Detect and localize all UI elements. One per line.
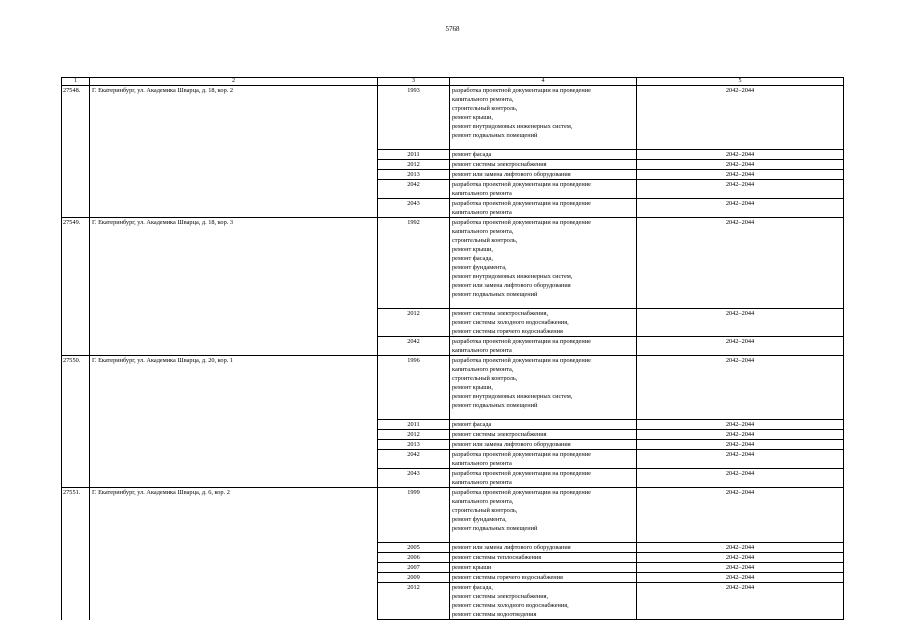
table-row: [62, 170, 844, 180]
record-number-continuation: [62, 440, 90, 450]
table-row: [62, 309, 844, 337]
planned-period: 2042–2044: [637, 563, 844, 573]
record-number-continuation: [62, 199, 90, 218]
repair-work-item: капитального ремонта: [452, 347, 512, 354]
repair-work-item: ремонт системы теплоснабжения: [452, 554, 542, 561]
repair-work-item: ремонт подвальных помещений: [452, 402, 538, 409]
table-row: [62, 583, 844, 620]
planned-period: 2042–2044: [637, 488, 844, 543]
repair-work-item: строительный контроль,: [452, 105, 518, 112]
repair-work-item: ремонт фасада,: [452, 255, 493, 262]
page-number: 5768: [445, 25, 460, 33]
repair-work-item: ремонт фундамента,: [452, 516, 507, 523]
repair-work-item: ремонт подвальных помещений: [452, 291, 538, 298]
building-address-continuation: [90, 180, 378, 199]
repair-work-item: ремонт или замена лифтового оборудования: [452, 441, 571, 448]
construction-year: 2009: [378, 573, 450, 583]
repair-works: [450, 430, 637, 440]
building-address-continuation: [90, 450, 378, 469]
table-row: [62, 180, 844, 199]
repair-work-item: капитального ремонта: [452, 479, 512, 486]
column-number-row: [62, 78, 844, 86]
building-address: Г. Екатеринбург, ул. Академика Шварца, д. 6, кор. 2: [90, 488, 378, 543]
record-number-continuation: [62, 170, 90, 180]
table-row: [62, 488, 844, 543]
record-number-continuation: [62, 450, 90, 469]
repair-works: [450, 170, 637, 180]
planned-period: 2042–2044: [637, 309, 844, 337]
repair-work-item: ремонт системы водоотведения: [452, 611, 537, 618]
record-number-continuation: [62, 420, 90, 430]
building-address-continuation: [90, 199, 378, 218]
building-address-continuation: [90, 563, 378, 573]
repair-work-item: ремонт системы электроснабжения: [452, 431, 547, 438]
table-row: [62, 420, 844, 430]
building-address-continuation: [90, 420, 378, 430]
construction-year: 2012: [378, 430, 450, 440]
record-number-continuation: [62, 563, 90, 573]
repair-work-item: ремонт крыши,: [452, 246, 494, 253]
repair-work-item: ремонт крыши,: [452, 384, 494, 391]
construction-year: 2012: [378, 160, 450, 170]
table-row: [62, 553, 844, 563]
repair-works: [450, 86, 637, 150]
table-row: [62, 356, 844, 420]
table-row: [62, 430, 844, 440]
planned-period: 2042–2044: [637, 180, 844, 199]
repair-work-item: [452, 140, 634, 149]
repair-works: [450, 563, 637, 573]
repair-work-item: разработка проектной документации на проведение: [452, 470, 591, 477]
record-number: 27549.: [62, 218, 90, 309]
repair-work-item: капитального ремонта,: [452, 366, 514, 373]
planned-period: 2042–2044: [637, 450, 844, 469]
construction-year: 1999: [378, 488, 450, 543]
repair-work-item: разработка проектной документации на проведение: [452, 489, 591, 496]
repair-work-item: разработка проектной документации на проведение: [452, 451, 591, 458]
repair-work-item: капитального ремонта: [452, 190, 512, 197]
capital-repair-table: [61, 77, 844, 620]
record-number-continuation: [62, 553, 90, 563]
construction-year: 2005: [378, 543, 450, 553]
repair-works: [450, 420, 637, 430]
planned-period: 2042–2044: [637, 160, 844, 170]
construction-year: 2007: [378, 563, 450, 573]
construction-year: 2006: [378, 553, 450, 563]
building-address-continuation: [90, 583, 378, 620]
record-number-continuation: [62, 573, 90, 583]
table-row: [62, 450, 844, 469]
column-header: 1: [62, 78, 90, 86]
repair-works: [450, 573, 637, 583]
repair-work-item: ремонт фасада: [452, 421, 492, 428]
building-address: Г. Екатеринбург, ул. Академика Шварца, д. 18, кор. 3: [90, 218, 378, 309]
repair-work-item: [452, 299, 634, 308]
table-row: [62, 563, 844, 573]
repair-work-item: ремонт или замена лифтового оборудования: [452, 171, 571, 178]
table-row: [62, 199, 844, 218]
construction-year: 2011: [378, 150, 450, 160]
repair-work-item: разработка проектной документации на проведение: [452, 357, 591, 364]
planned-period: 2042–2044: [637, 86, 844, 150]
repair-work-item: разработка проектной документации на проведение: [452, 181, 591, 188]
repair-works: [450, 543, 637, 553]
building-address-continuation: [90, 309, 378, 337]
construction-year: 2013: [378, 170, 450, 180]
repair-works: [450, 440, 637, 450]
record-number-continuation: [62, 543, 90, 553]
building-address-continuation: [90, 170, 378, 180]
repair-work-item: ремонт подвальных помещений: [452, 132, 538, 139]
planned-period: 2042–2044: [637, 170, 844, 180]
record-number-continuation: [62, 430, 90, 440]
building-address-continuation: [90, 150, 378, 160]
construction-year: 1996: [378, 356, 450, 420]
repair-work-item: ремонт или замена лифтового оборудования: [452, 544, 571, 551]
construction-year: 2011: [378, 420, 450, 430]
repair-work-item: строительный контроль,: [452, 237, 518, 244]
repair-work-item: строительный контроль,: [452, 375, 518, 382]
repair-work-item: ремонт или замена лифтового оборудования: [452, 282, 571, 289]
repair-works: [450, 469, 637, 488]
planned-period: 2042–2044: [637, 337, 844, 356]
table-row: [62, 160, 844, 170]
repair-work-item: капитального ремонта,: [452, 228, 514, 235]
building-address-continuation: [90, 573, 378, 583]
repair-work-item: ремонт системы электроснабжения: [452, 161, 547, 168]
repair-work-item: ремонт системы холодного водоснабжения,: [452, 319, 569, 326]
repair-work-item: ремонт системы горячего водоснабжения: [452, 328, 563, 335]
record-number: 27550.: [62, 356, 90, 420]
table-row: [62, 573, 844, 583]
construction-year: 2043: [378, 199, 450, 218]
repair-works: [450, 180, 637, 199]
repair-work-item: ремонт внутридомовых инженерных систем,: [452, 123, 573, 130]
planned-period: 2042–2044: [637, 573, 844, 583]
column-header: 4: [450, 78, 637, 86]
planned-period: 2042–2044: [637, 218, 844, 309]
construction-year: 2043: [378, 469, 450, 488]
repair-works: [450, 488, 637, 543]
repair-works: [450, 150, 637, 160]
planned-period: 2042–2044: [637, 583, 844, 620]
planned-period: 2042–2044: [637, 430, 844, 440]
repair-work-item: капитального ремонта,: [452, 498, 514, 505]
repair-work-item: [452, 533, 634, 542]
construction-year: 2012: [378, 583, 450, 620]
repair-work-item: ремонт системы горячего водоснабжения: [452, 574, 563, 581]
table-row: [62, 440, 844, 450]
building-address-continuation: [90, 430, 378, 440]
construction-year: 2042: [378, 180, 450, 199]
repair-work-item: ремонт внутридомовых инженерных систем,: [452, 273, 573, 280]
construction-year: 2042: [378, 450, 450, 469]
repair-work-item: разработка проектной документации на проведение: [452, 219, 591, 226]
building-address-continuation: [90, 160, 378, 170]
record-number-continuation: [62, 583, 90, 620]
table-row: [62, 337, 844, 356]
repair-works: [450, 160, 637, 170]
table-body: [62, 86, 844, 620]
record-number-continuation: [62, 150, 90, 160]
repair-work-item: ремонт системы холодного водоснабжения,: [452, 602, 569, 609]
building-address-continuation: [90, 553, 378, 563]
repair-works: [450, 553, 637, 563]
repair-work-item: ремонт крыши: [452, 564, 492, 571]
building-address-continuation: [90, 543, 378, 553]
record-number: 27548.: [62, 86, 90, 150]
record-number: 27551.: [62, 488, 90, 543]
repair-work-item: разработка проектной документации на проведение: [452, 87, 591, 94]
repair-works: [450, 450, 637, 469]
repair-work-item: ремонт фасада: [452, 151, 492, 158]
repair-work-item: разработка проектной документации на проведение: [452, 200, 591, 207]
record-number-continuation: [62, 180, 90, 199]
table-row: [62, 218, 844, 309]
construction-year: 2013: [378, 440, 450, 450]
repair-work-item: капитального ремонта: [452, 460, 512, 467]
column-header: 2: [90, 78, 378, 86]
planned-period: 2042–2044: [637, 440, 844, 450]
repair-works: [450, 218, 637, 309]
repair-works: [450, 583, 637, 620]
table-row: [62, 469, 844, 488]
planned-period: 2042–2044: [637, 199, 844, 218]
table-row: [62, 543, 844, 553]
planned-period: 2042–2044: [637, 553, 844, 563]
repair-works: [450, 356, 637, 420]
column-header: 5: [637, 78, 844, 86]
repair-work-item: разработка проектной документации на проведение: [452, 338, 591, 345]
building-address: Г. Екатеринбург, ул. Академика Шварца, д. 20, кор. 1: [90, 356, 378, 420]
repair-work-item: ремонт крыши,: [452, 114, 494, 121]
planned-period: 2042–2044: [637, 150, 844, 160]
repair-work-item: ремонт фундамента,: [452, 264, 507, 271]
planned-period: 2042–2044: [637, 420, 844, 430]
planned-period: 2042–2044: [637, 356, 844, 420]
repair-work-item: ремонт системы электроснабжения,: [452, 593, 549, 600]
repair-works: [450, 199, 637, 218]
record-number-continuation: [62, 337, 90, 356]
repair-work-item: ремонт фасада,: [452, 584, 493, 591]
construction-year: 2042: [378, 337, 450, 356]
building-address: Г. Екатеринбург, ул. Академика Шварца, д. 18, кор. 2: [90, 86, 378, 150]
column-header: 3: [378, 78, 450, 86]
repair-work-item: [452, 410, 634, 419]
repair-work-item: капитального ремонта,: [452, 96, 514, 103]
table-row: [62, 86, 844, 150]
planned-period: 2042–2044: [637, 469, 844, 488]
building-address-continuation: [90, 440, 378, 450]
repair-work-item: ремонт подвальных помещений: [452, 525, 538, 532]
repair-work-item: ремонт системы электроснабжения,: [452, 310, 549, 317]
building-address-continuation: [90, 469, 378, 488]
building-address-continuation: [90, 337, 378, 356]
record-number-continuation: [62, 160, 90, 170]
construction-year: 1992: [378, 218, 450, 309]
repair-works: [450, 309, 637, 337]
record-number-continuation: [62, 309, 90, 337]
planned-period: 2042–2044: [637, 543, 844, 553]
repair-work-item: строительный контроль,: [452, 507, 518, 514]
repair-work-item: капитального ремонта: [452, 209, 512, 216]
construction-year: 1993: [378, 86, 450, 150]
table-row: [62, 150, 844, 160]
repair-works: [450, 337, 637, 356]
repair-work-item: ремонт внутридомовых инженерных систем,: [452, 393, 573, 400]
construction-year: 2012: [378, 309, 450, 337]
record-number-continuation: [62, 469, 90, 488]
